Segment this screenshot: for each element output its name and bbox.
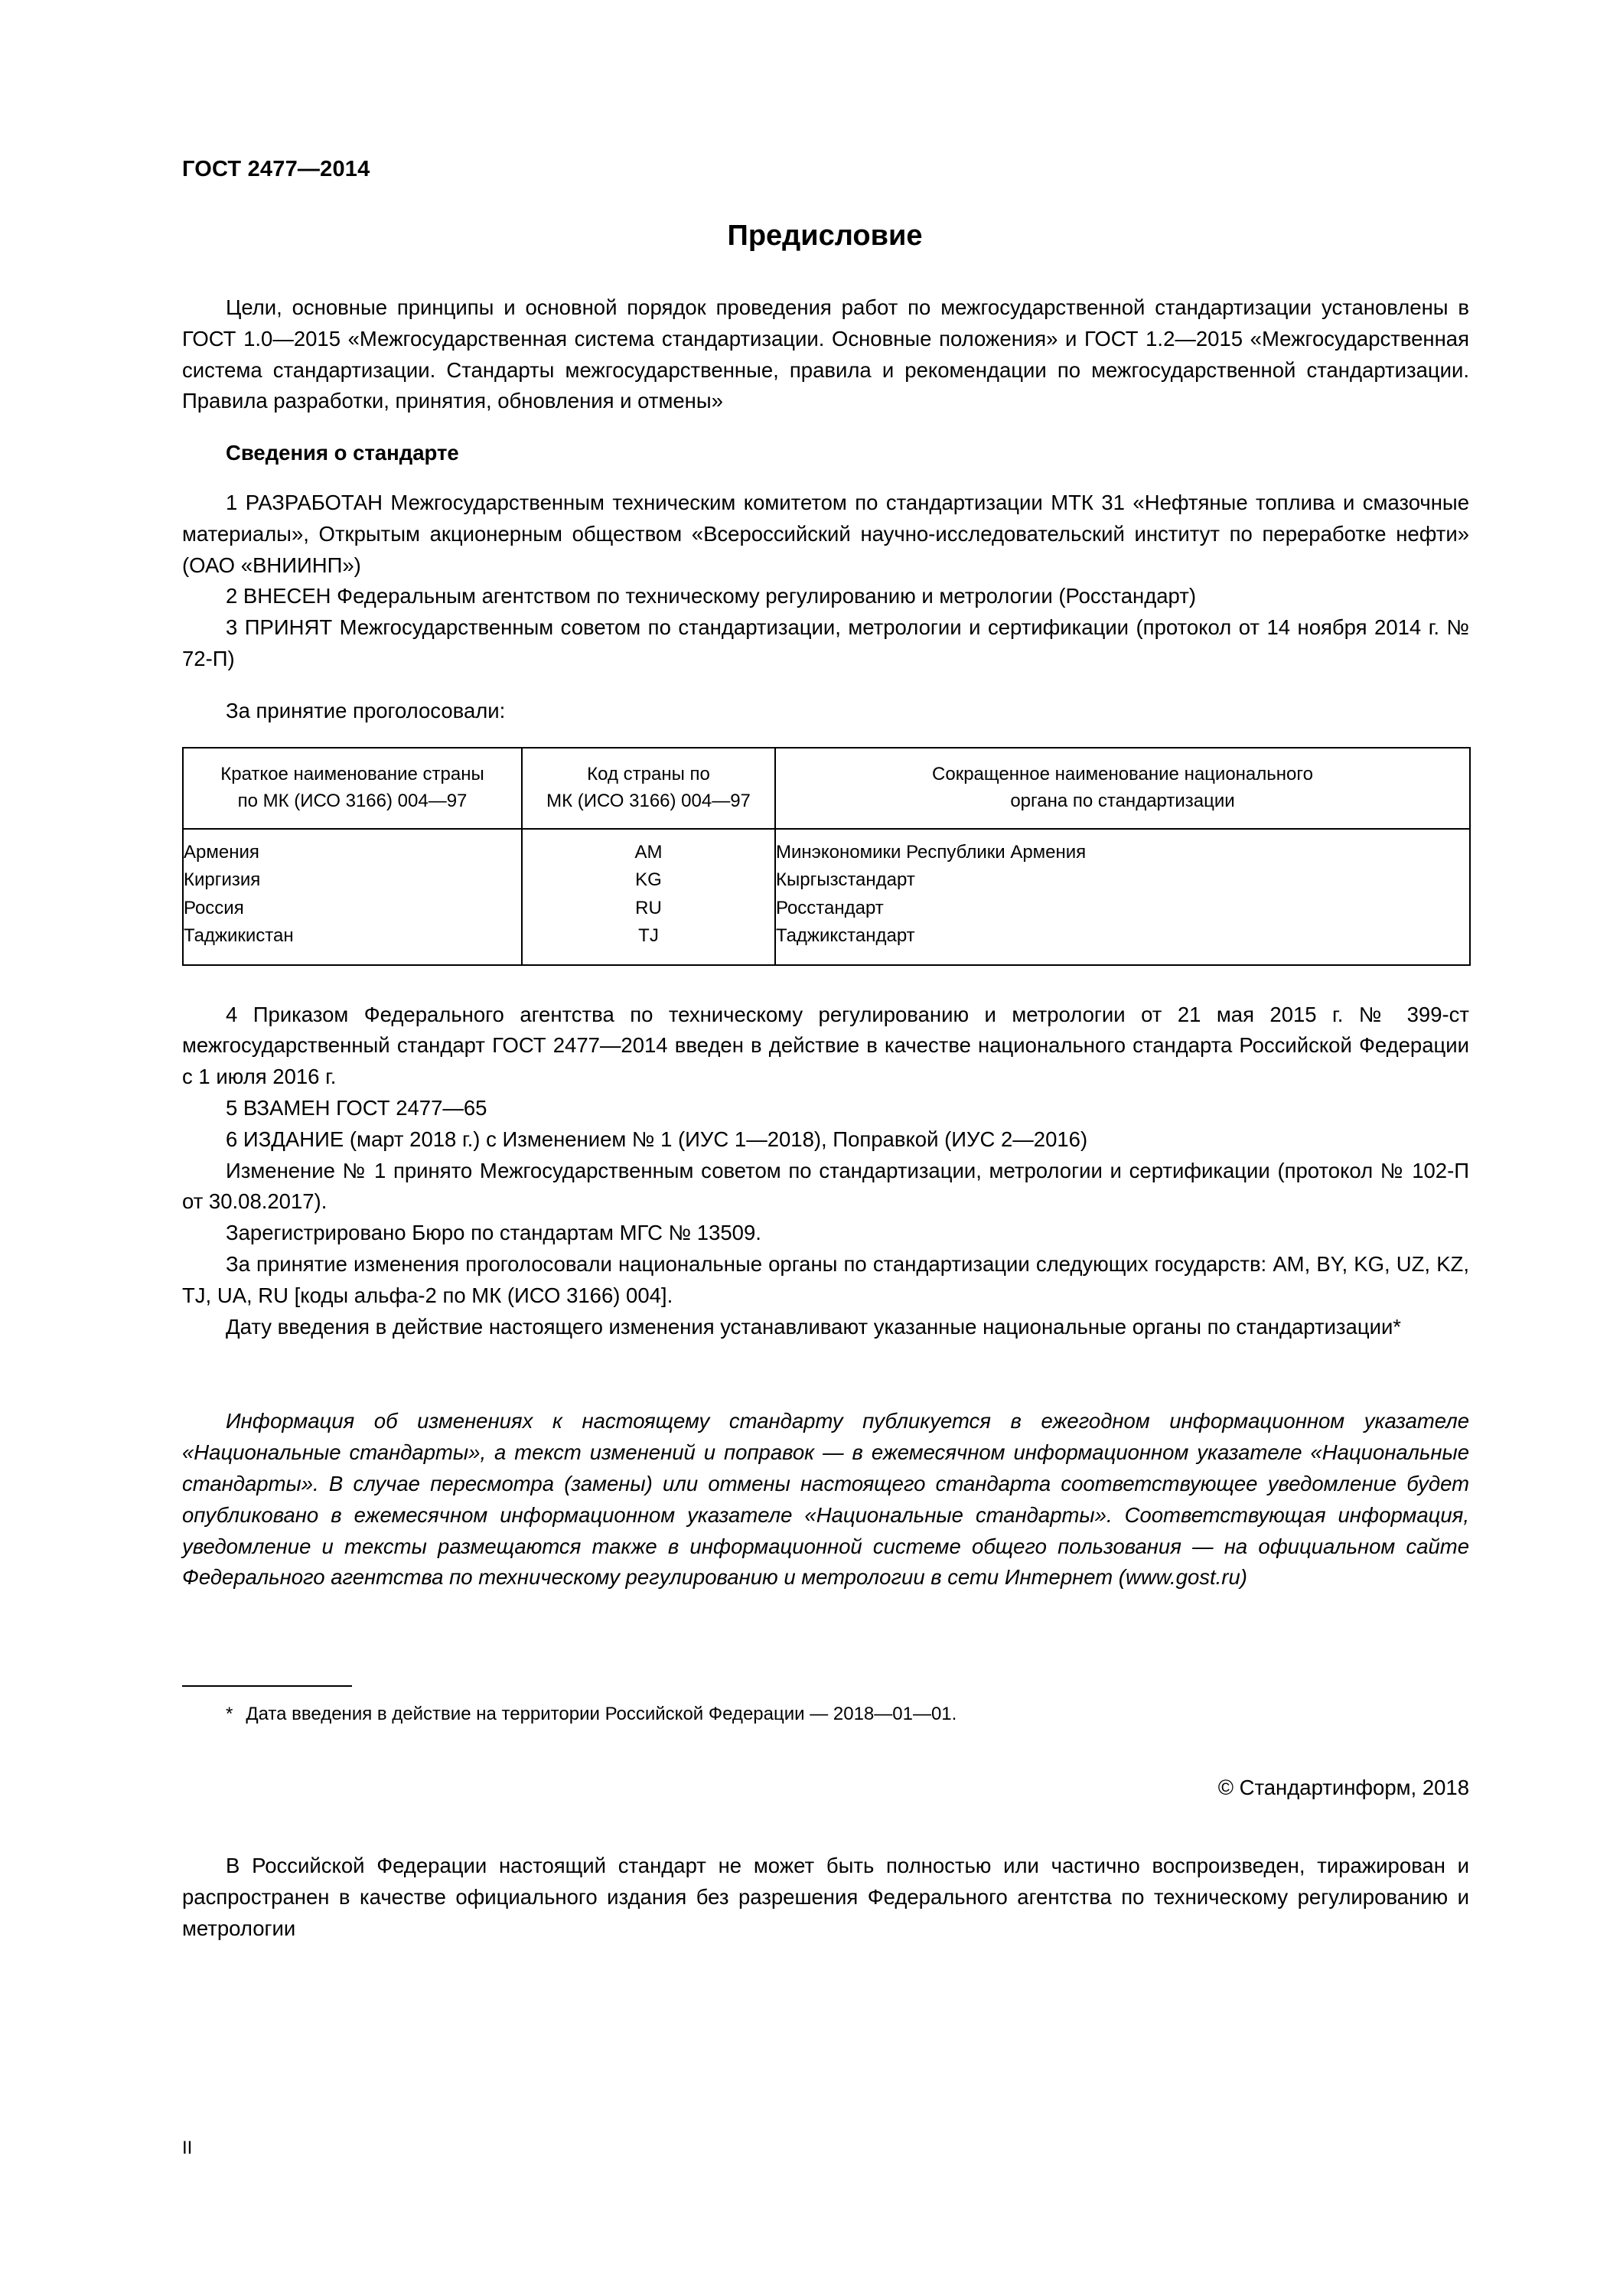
cell-country-1: Киргизия — [184, 869, 261, 891]
closing-paragraph: В Российской Федерации настоящий стандарт не может быть полностью или частично воспроизведен, тиражирован и распространен в качестве официального издания без разрешения Федерального агентства по техническому регулированию и метрологии — [182, 1854, 1469, 1940]
page-number: II — [182, 2138, 193, 2158]
amendment-note-1: Изменение № 1 принято Межгосударственным советом по стандартизации, метрологии и сертификации (протокол № 102-П от 30.08.2017). — [182, 1158, 1469, 1214]
column-header-body-line2: органа по стандартизации — [1010, 790, 1235, 811]
footnote-block — [182, 1593, 1469, 1728]
footnote-marker: * — [226, 1704, 233, 1725]
amendment-note-4: Дату введения в действие настоящего изменения устанавливают указанные национальные органы по стандартизации* — [226, 1314, 1402, 1339]
column-header-country — [183, 748, 522, 829]
closing-block — [182, 1803, 1469, 1944]
footnote-text: Дата введения в действие на территории Российской Федерации — 2018—01—01. — [246, 1704, 957, 1725]
standard-info-item-6: 6 ИЗДАНИЕ (март 2018 г.) с Изменением № 1 (ИУС 1—2018), Поправкой (ИУС 2—2016) — [226, 1127, 1088, 1151]
standard-designation-header: ГОСТ 2477—2014 — [182, 157, 370, 181]
column-header-country-line1: Краткое наименование страны — [220, 763, 484, 784]
cell-body-1: Кыргызстандарт — [776, 869, 915, 891]
standard-info-item-5: 5 ВЗАМЕН ГОСТ 2477—65 — [226, 1095, 487, 1120]
table-row — [183, 829, 1470, 965]
standard-info-heading: Сведения о стандарте — [226, 441, 459, 465]
cell-code-3: TJ — [638, 925, 659, 947]
cell-code-1: KG — [635, 869, 662, 891]
column-header-body-line1: Сокращенное наименование национального — [932, 763, 1313, 784]
standard-info-item-3: 3 ПРИНЯТ Межгосударственным советом по стандартизации, метрологии и сертификации (протокол от 14 ноября 2014 г. № 72-П) — [182, 615, 1469, 670]
table-cell-countries — [183, 829, 522, 965]
table-header-row — [183, 748, 1470, 829]
cell-country-2: Россия — [184, 897, 244, 918]
cell-code-2: RU — [635, 897, 662, 918]
column-header-body — [775, 748, 1470, 829]
cell-body-0: Минэкономики Республики Армения — [776, 841, 1087, 863]
page-title: Предисловие — [727, 220, 923, 252]
vote-lead-in: За принятие проголосовали: — [226, 698, 506, 722]
cell-code-0: AM — [634, 841, 663, 863]
standard-info-item-2: 2 ВНЕСЕН Федеральным агентством по техническому регулированию и метрологии (Росстандарт) — [226, 584, 1196, 608]
standard-info-item-4: 4 Приказом Федерального агентства по техническому регулированию и метрологии от 21 мая 2015 г. № 399-ст межгосударственный стандарт ГОСТ 2477—2014 введен в действие в качестве национального стандарта Российской Федерации с 1 июля 2016 г. — [182, 1002, 1469, 1089]
voting-countries-table — [182, 747, 1471, 966]
column-header-country-line2: по МК (ИСО 3166) 004—97 — [237, 790, 468, 811]
column-header-code-line1: Код страны по — [587, 763, 710, 784]
document-body — [182, 292, 1469, 1945]
footnote-line — [182, 1687, 1469, 1728]
cell-body-3: Таджикстандарт — [776, 925, 915, 947]
column-header-code — [522, 748, 775, 829]
intro-paragraph: Цели, основные принципы и основной порядок проведения работ по межгосударственной стандартизации установлены в ГОСТ 1.0—2015 «Межгосударственная система стандартизации. Основные положения» и ГОСТ 1.2—2015 «Межгосударственная система стандартизации. Стандарты межгосударственные, правила и рекомендации по межгосударственной стандартизации. Правила разработки, принятия, обновления и отмены» — [182, 295, 1469, 413]
information-notice-block — [182, 1342, 1469, 1593]
copyright-line: © Стандартинформ, 2018 — [1217, 1776, 1469, 1800]
column-header-code-line2: МК (ИСО 3166) 004—97 — [546, 790, 751, 811]
table-cell-bodies — [775, 829, 1470, 965]
amendment-note-3: За принятие изменения проголосовали национальные органы по стандартизации следующих государств: AM, BY, KG, UZ, KZ, TJ, UA, RU [коды альфа-2 по МК (ИСО 3166) 004]. — [182, 1251, 1469, 1307]
spacer-after-table — [182, 966, 1469, 1000]
amendment-note-2: Зарегистрировано Бюро по стандартам МГС № 13509. — [226, 1221, 761, 1245]
cell-body-2: Росстандарт — [776, 897, 884, 918]
information-notice-text: Информация об изменениях к настоящему стандарту публикуется в ежегодном информационном указателе «Национальные стандарты», а текст изменений и поправок — в ежемесячном информационном указателе «Национальные стандарты». В случае пересмотра (замены) или отмены настоящего стандарта соответствующее уведомление будет опубликовано в ежемесячном информационном указателе «Национальные стандарты». Соответствующая информация, уведомление и тексты размещаются также в информационной системе общего пользования — на официальном сайте Федерального агентства по техническому регулированию и метрологии в сети Интернет (www.gost.ru) — [182, 1409, 1469, 1590]
cell-country-0: Армения — [184, 841, 259, 863]
cell-country-3: Таджикистан — [184, 925, 294, 947]
standard-info-item-1: 1 РАЗРАБОТАН Межгосударственным техническим комитетом по стандартизации МТК 31 «Нефтяные топлива и смазочные материалы», Открытым акционерным обществом «Всероссийский научно-исследовательский институт по переработке нефти» (ОАО «ВНИИНП») — [182, 490, 1469, 577]
table-cell-codes — [522, 829, 775, 965]
